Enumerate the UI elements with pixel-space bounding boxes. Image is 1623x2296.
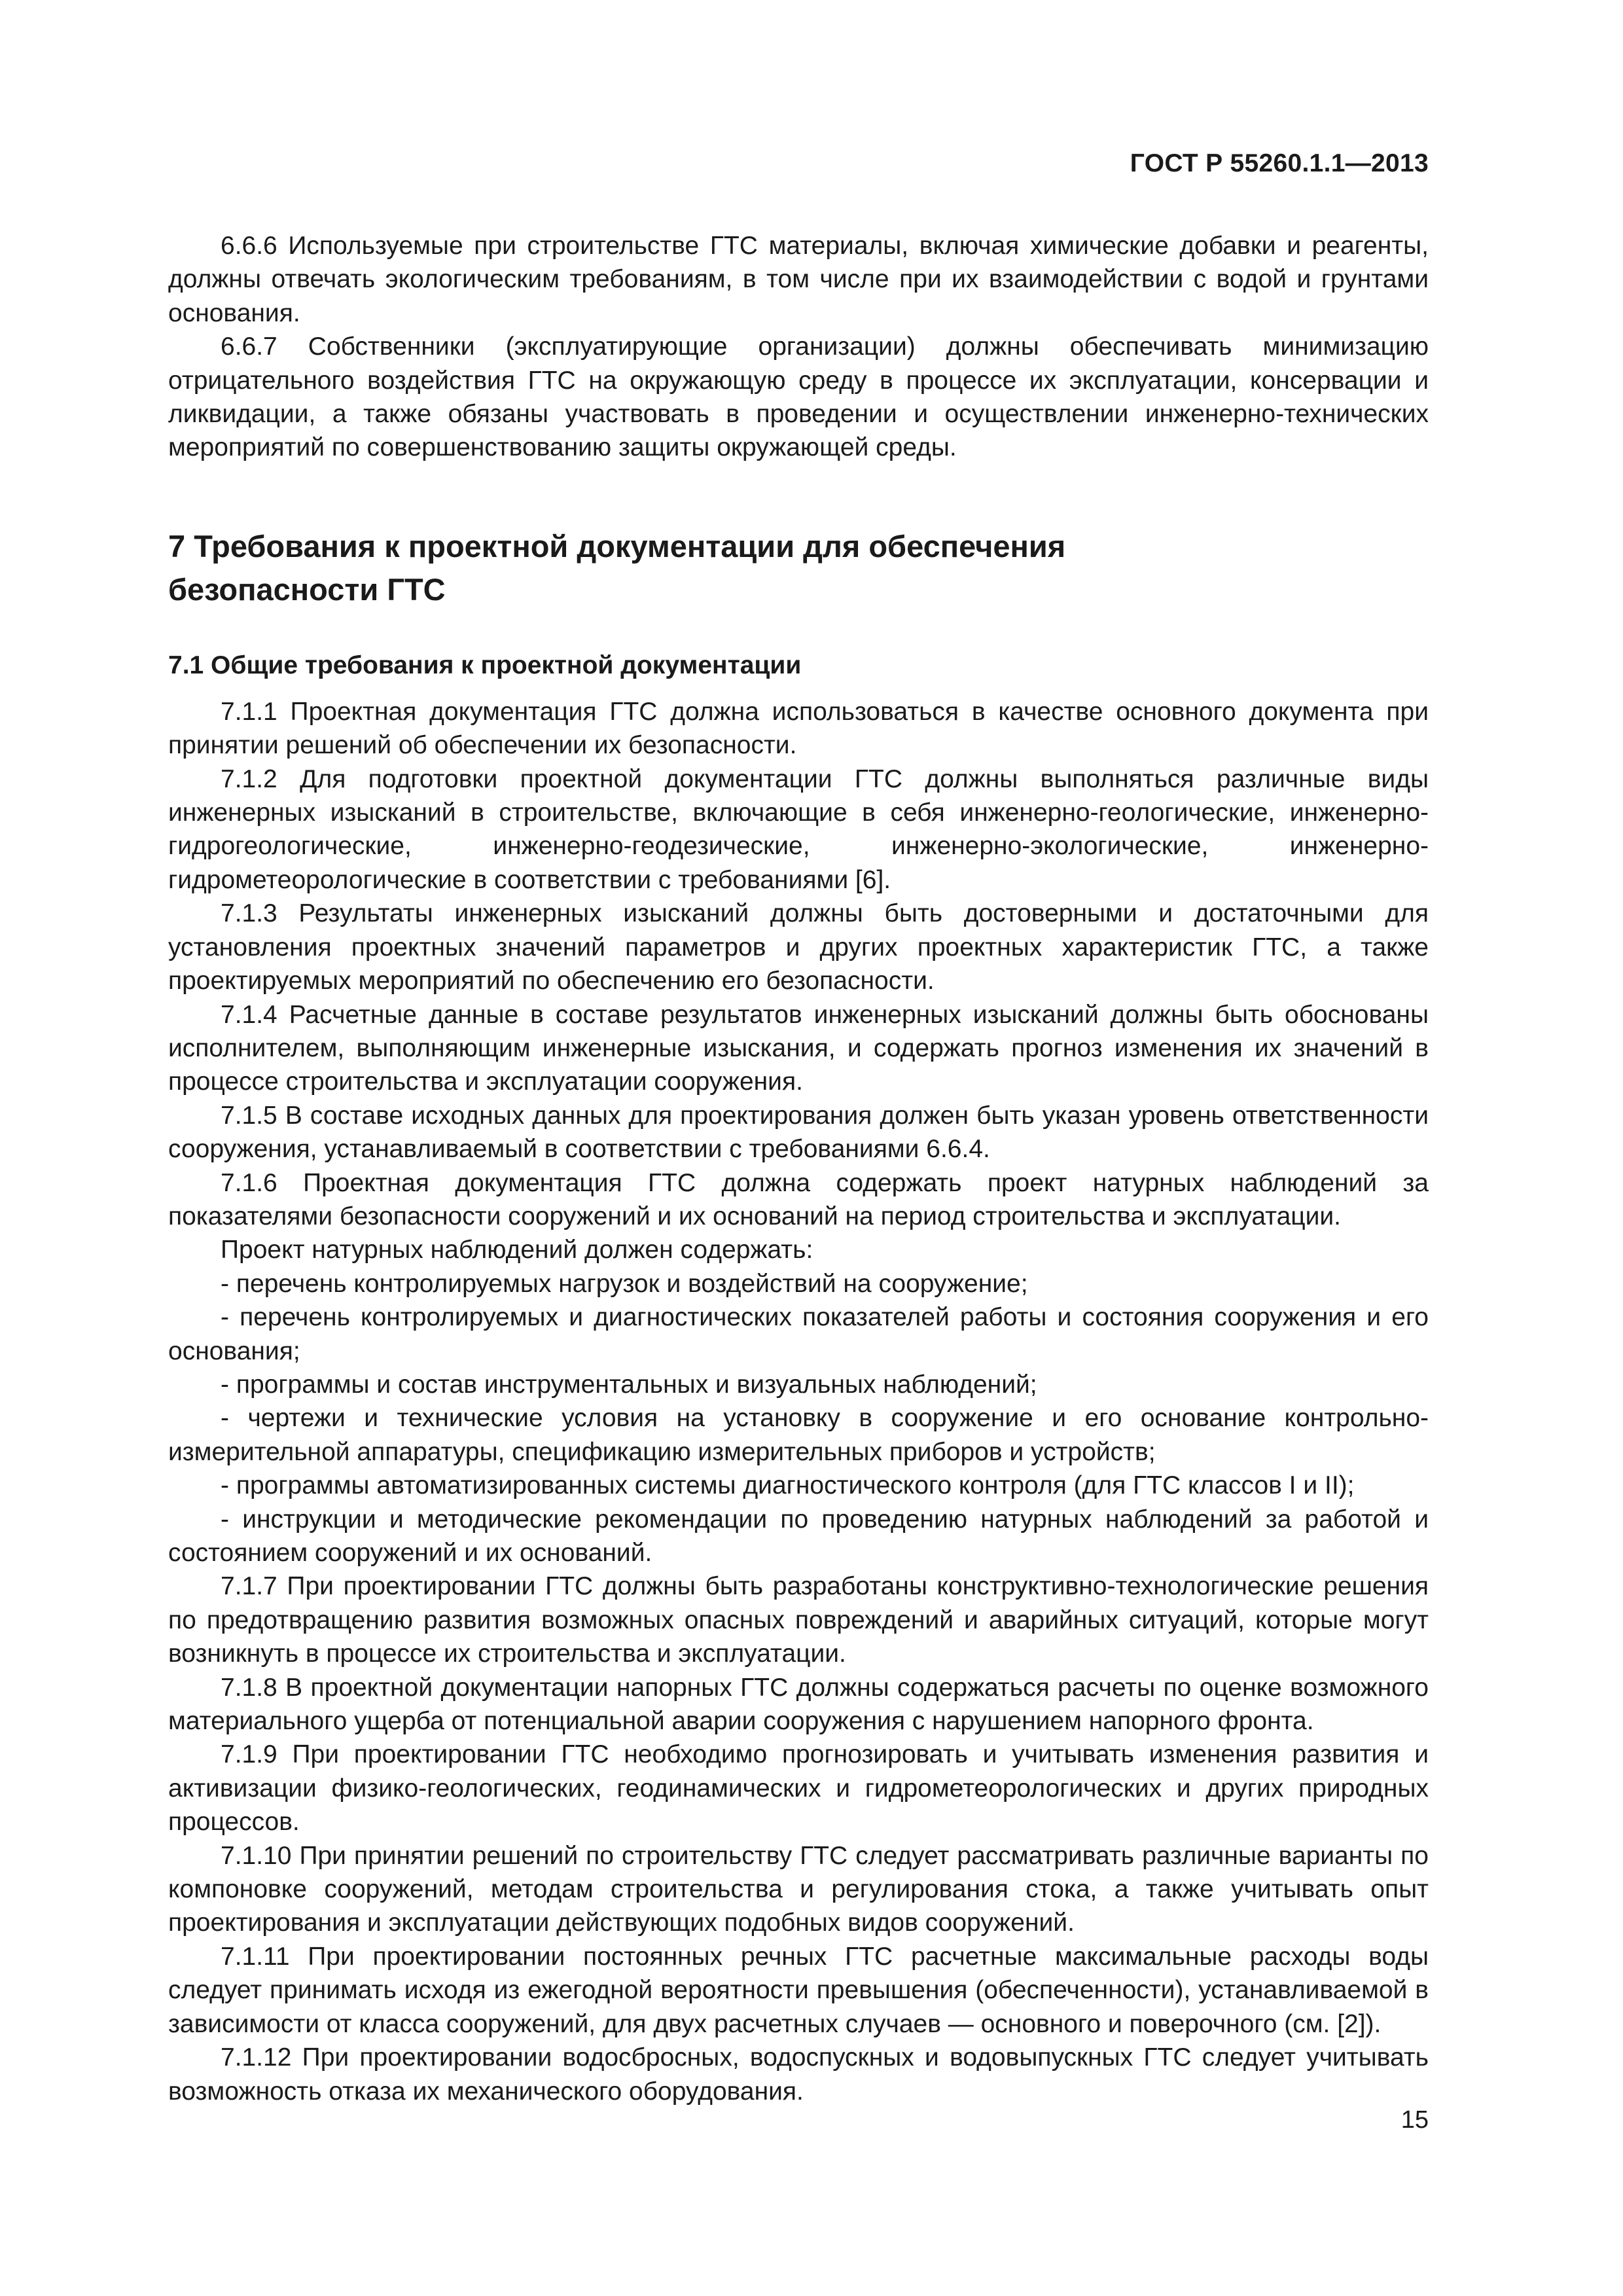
- paragraph-7-1-9: 7.1.9 При проектировании ГТС необходимо прогнозировать и учитывать изменения развития и активизации физико-геологических, геодинамических и гидрометеорологических и других природных процессов.: [168, 1740, 1429, 1837]
- paragraph-7-1-8: 7.1.8 В проектной документации напорных ГТС должны содержаться расчеты по оценке возможного материального ущерба от потенциальной аварии сооружения с нарушением напорного фронта.: [168, 1673, 1429, 1736]
- subsection-heading: 7.1 Общие требования к проектной документации: [168, 651, 802, 679]
- document-body: [168, 229, 1429, 2108]
- paragraph-7-1-1: 7.1.1 Проектная документация ГТС должна использоваться в качестве основного документа при принятии решений об обеспечении их безопасности.: [168, 697, 1429, 760]
- section-heading: [168, 525, 1429, 611]
- paragraph-7-1-3: 7.1.3 Результаты инженерных изысканий должны быть достоверными и достаточными для установления проектных значений параметров и других проектных характеристик ГТС, а также проектируемых мероприятий по обеспечению его безопасности.: [168, 899, 1429, 996]
- list-item: - инструкции и методические рекомендации по проведению натурных наблюдений за работой и состоянием сооружений и их оснований.: [168, 1505, 1429, 1567]
- paragraph-7-1-12: 7.1.12 При проектировании водосбросных, водоспускных и водовыпускных ГТС следует учитывать возможность отказа их механического оборудования.: [168, 2043, 1429, 2106]
- list-item: - перечень контролируемых и диагностических показателей работы и состояния сооружения и его основания;: [168, 1303, 1429, 1365]
- list-item: - перечень контролируемых нагрузок и воздействий на сооружение;: [221, 1269, 1028, 1298]
- paragraph-observation-project: Проект натурных наблюдений должен содержать:: [221, 1236, 813, 1265]
- page-number: 15: [1400, 2106, 1429, 2134]
- section-heading-line-2: безопасности ГТС: [168, 571, 446, 607]
- paragraph-7-1-4: 7.1.4 Расчетные данные в составе результатов инженерных изысканий должны быть обоснованы исполнителем, выполняющим инженерные изыскания, и содержать прогноз изменения их значений в процессе строительства и эксплуатации сооружения.: [168, 1000, 1429, 1096]
- paragraph-7-1-7: 7.1.7 При проектировании ГТС должны быть разработаны конструктивно-технологические решения по предотвращению развития возможных опасных повреждений и аварийных ситуаций, которые могут возникнуть в процессе их строительства и эксплуатации.: [168, 1572, 1429, 1668]
- paragraph-7-1-6: 7.1.6 Проектная документация ГТС должна содержать проект натурных наблюдений за показателями безопасности сооружений и их оснований на период строительства и эксплуатации.: [168, 1168, 1429, 1230]
- section-heading-line-1: 7 Требования к проектной документации для обеспечения: [168, 528, 1066, 564]
- list-item: - чертежи и технические условия на установку в сооружение и его основание контрольно-измерительной аппаратуры, спецификацию измерительных приборов и устройств;: [168, 1404, 1429, 1466]
- paragraph-6-6-7: 6.6.7 Собственники (эксплуатирующие организации) должны обеспечивать минимизацию отрицательного воздействия ГТС на окружающую среду в процессе их эксплуатации, консервации и ликвидации, а также обязаны участвовать в проведении и осуществлении инженерно-технических мероприятий по совершенствованию защиты окружающей среды.: [168, 332, 1429, 462]
- document-code: ГОСТ Р 55260.1.1—2013: [1130, 149, 1429, 177]
- list-item: - программы и состав инструментальных и визуальных наблюдений;: [221, 1370, 1037, 1399]
- paragraph-7-1-5: 7.1.5 В составе исходных данных для проектирования должен быть указан уровень ответственности сооружения, устанавливаемый в соответствии с требованиями 6.6.4.: [168, 1101, 1429, 1164]
- paragraph-7-1-11: 7.1.11 При проектировании постоянных речных ГТС расчетные максимальные расходы воды следует принимать исходя из ежегодной вероятности превышения (обеспеченности), устанавливаемой в зависимости от класса сооружений, для двух расчетных случаев — основного и поверочного (см. [2]).: [168, 1942, 1429, 2038]
- paragraph-7-1-2: 7.1.2 Для подготовки проектной документации ГТС должны выполняться различные виды инженерных изысканий в строительстве, включающие в себя инженерно-геологические, инженерно-гидрогеологические, инженерно-геодезические, инженерно-экологические, инженерно-гидрометеорологические в соответствии с требованиями [6].: [168, 764, 1429, 894]
- paragraph-6-6-6: 6.6.6 Используемые при строительстве ГТС материалы, включая химические добавки и реагенты, должны отвечать экологическим требованиям, в том числе при их взаимодействии с водой и грунтами основания.: [168, 232, 1429, 327]
- list-item: - программы автоматизированных системы диагностического контроля (для ГТС классов I и II);: [221, 1471, 1355, 1500]
- paragraph-7-1-10: 7.1.10 При принятии решений по строительству ГТС следует рассматривать различные варианты по компоновке сооружений, методам строительства и регулирования стока, а также учитывать опыт проектирования и эксплуатации действующих подобных видов сооружений.: [168, 1841, 1429, 1937]
